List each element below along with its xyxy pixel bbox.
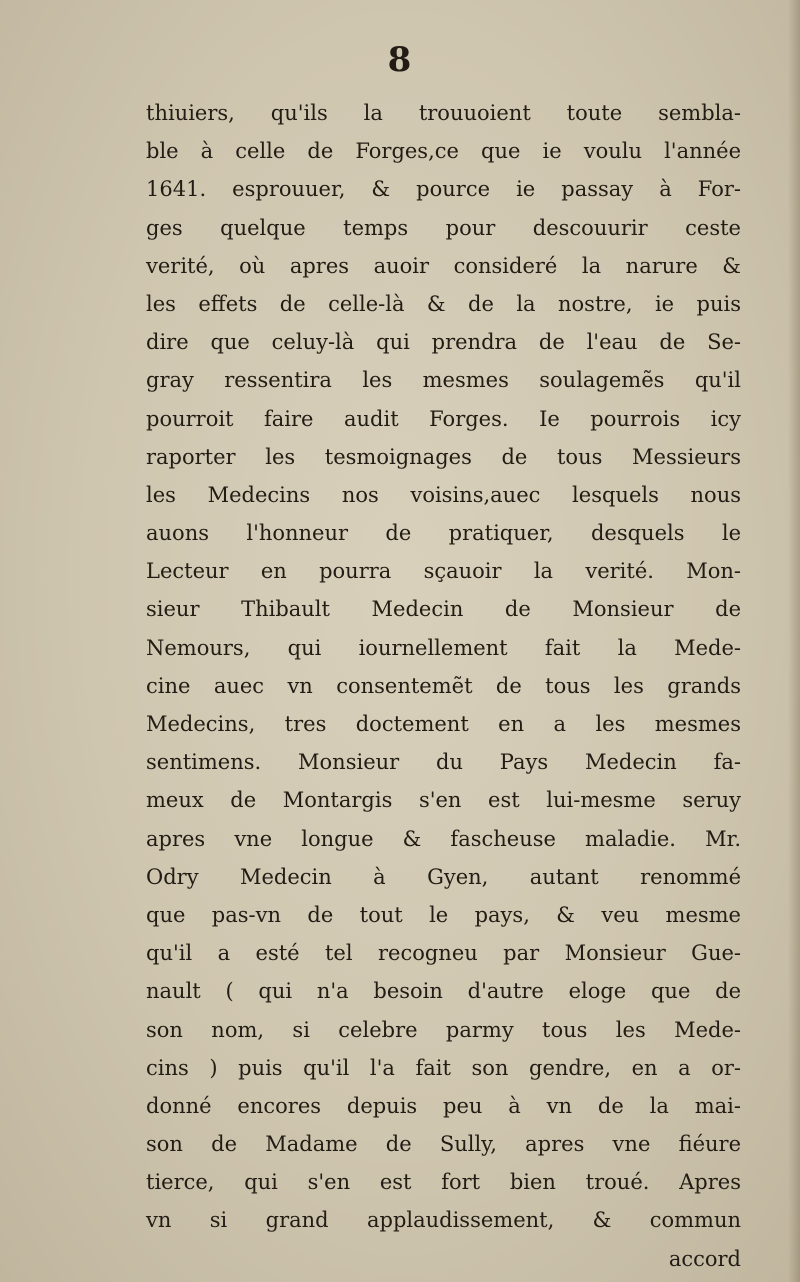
text-line: sentimens. Monsieur du Pays Medecin fa- [146, 750, 741, 775]
text-line: tierce, qui s'en est fort bien troué. Apres [146, 1170, 741, 1195]
text-line: gray ressentira les mesmes soulagemẽs qu'il [146, 368, 741, 393]
text-line: son nom, si celebre parmy tous les Mede- [146, 1017, 741, 1042]
text-line: pourroit faire audit Forges. Ie pourrois icy [146, 406, 741, 431]
text-line: son de Madame de Sully, apres vne fiéure [146, 1132, 741, 1157]
text-line: les effets de celle-là & de la nostre, ie puis [146, 291, 741, 316]
text-line: cins ) puis qu'il l'a fait son gendre, en a or- [146, 1055, 741, 1080]
text-line: qu'il a esté tel recogneu par Monsieur Gue- [146, 941, 741, 966]
text-line: donné encores depuis peu à vn de la mai- [146, 1093, 741, 1118]
text-line: auons l'honneur de pratiquer, desquels le [146, 521, 741, 546]
text-line: cine auec vn consentemẽt de tous les grands [146, 673, 741, 698]
text-line: 1641. esprouuer, & pource ie passay à For- [146, 177, 741, 202]
text-line: ges quelque temps pour descouurir ceste [146, 215, 741, 240]
text-line: ble à celle de Forges,ce que ie voulu l'année [146, 139, 741, 164]
text-line: verité, où apres auoir consideré la narure & [146, 253, 741, 278]
text-line: vn si grand applaudissement, & commun [146, 1208, 741, 1233]
text-line: meux de Montargis s'en est lui-mesme seruy [146, 788, 741, 813]
body-text [146, 94, 741, 1278]
text-line: dire que celuy-là qui prendra de l'eau de Se- [146, 330, 741, 355]
page-edge-shadow [788, 0, 800, 1282]
catchword: accord [668, 1246, 741, 1271]
text-line: nault ( qui n'a besoin d'autre eloge que de [146, 979, 741, 1004]
text-line: raporter les tesmoignages de tous Messieurs [146, 444, 741, 469]
text-line: sieur Thibault Medecin de Monsieur de [146, 597, 741, 622]
text-line: Odry Medecin à Gyen, autant renommé [146, 864, 741, 889]
text-line: Medecins, tres doctement en a les mesmes [146, 712, 741, 736]
text-line: Lecteur en pourra sçauoir la verité. Mon- [146, 559, 741, 584]
text-line: thiuiers, qu'ils la trouuoient toute sembla- [146, 101, 741, 125]
text-line: apres vne longue & fascheuse maladie. Mr. [146, 826, 741, 851]
text-line: Nemours, qui iournellement fait la Mede- [146, 635, 741, 660]
page-number: 8 [387, 40, 413, 80]
text-line: que pas-vn de tout le pays, & veu mesme [146, 902, 741, 927]
text-line: les Medecins nos voisins,auec lesquels nous [146, 482, 741, 507]
